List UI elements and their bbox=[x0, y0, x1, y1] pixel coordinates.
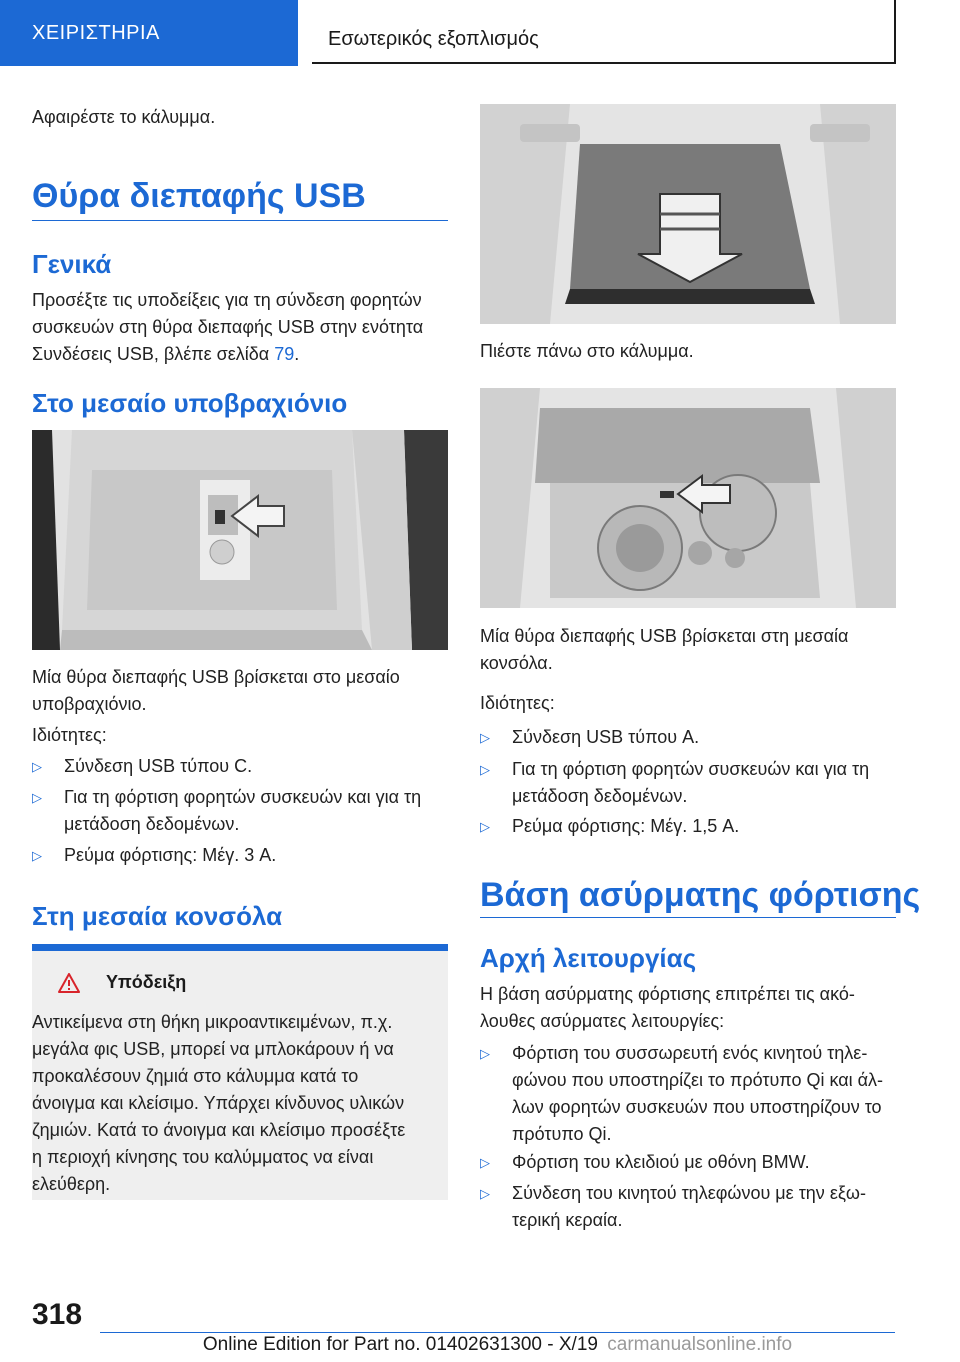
console-caption-line: Μία θύρα διεπαφής USB βρίσκεται στη μεσαία bbox=[480, 626, 849, 646]
list-item-text: μετάδοση δεδομένων. bbox=[512, 786, 688, 806]
armrest-heading: Στο μεσαίο υποβραχιόνιο bbox=[32, 388, 348, 418]
list-item-text: Για τη φόρτιση φορητών συσκευών και για τη bbox=[64, 787, 422, 807]
general-text-line: Προσέξτε τις υποδείξεις για τη σύνδεση φορητών bbox=[32, 290, 422, 310]
list-item-text: λων φορητών συσκευών που υποστηρίζουν το bbox=[512, 1097, 882, 1117]
title-rule bbox=[480, 917, 896, 918]
list-item-text: μετάδοση δεδομένων. bbox=[64, 814, 240, 834]
edition-text: Online Edition for Part no. 01402631300 - X/19 bbox=[202, 1334, 598, 1355]
armrest-caption-line: Μία θύρα διεπαφής USB βρίσκεται στο μεσαίο bbox=[32, 667, 400, 687]
page-reference-link[interactable]: 79 bbox=[274, 344, 295, 364]
console-cover-photo bbox=[480, 104, 896, 324]
note-body bbox=[32, 1009, 448, 1198]
principle-text-line: λουθες ασύρματες λειτουργίες: bbox=[480, 1011, 725, 1031]
page-number: 318 bbox=[32, 1298, 83, 1331]
list-item bbox=[480, 813, 928, 840]
watermark-text[interactable]: carmanualsonline.info bbox=[607, 1334, 793, 1355]
list-item bbox=[32, 784, 480, 838]
note-line: Αντικείμενα στη θήκη μικροαντικειμένων, π.χ. bbox=[32, 1012, 393, 1032]
usb-title: Θύρα διεπαφής USB bbox=[32, 177, 366, 215]
list-item bbox=[480, 1040, 928, 1148]
list-item bbox=[32, 842, 480, 869]
triangle-bullet-icon: ▷ bbox=[480, 730, 490, 745]
triangle-bullet-icon: ▷ bbox=[32, 759, 42, 774]
list-item-text: φώνου που υποστηρίζει το πρότυπο Qi και άλ- bbox=[512, 1070, 884, 1090]
note-line: η περιοχή κίνησης του καλύμματος να είναι bbox=[32, 1147, 374, 1167]
list-item bbox=[480, 1180, 928, 1234]
note-title: Υπόδειξη bbox=[106, 972, 187, 992]
note-line: ελεύθερη. bbox=[32, 1174, 111, 1194]
wireless-title: Βάση ασύρματης φόρτισης bbox=[480, 876, 921, 914]
props-label: Ιδιότητες: bbox=[32, 725, 107, 745]
triangle-bullet-icon: ▷ bbox=[480, 1046, 490, 1061]
footer-edition bbox=[100, 1334, 895, 1356]
general-text-line bbox=[32, 341, 299, 368]
triangle-bullet-icon: ▷ bbox=[480, 1186, 490, 1201]
list-item-text: τερική κεραία. bbox=[512, 1210, 623, 1230]
intro-text: Αφαιρέστε το κάλυμμα. bbox=[32, 107, 216, 127]
general-text-line: συσκευών στη θύρα διεπαφής USB στην ενότητα bbox=[32, 317, 424, 337]
triangle-bullet-icon: ▷ bbox=[32, 848, 42, 863]
list-item-text: Ρεύμα φόρτισης: Μέγ. 3 A. bbox=[64, 845, 277, 865]
triangle-bullet-icon: ▷ bbox=[32, 790, 42, 805]
general-heading: Γενικά bbox=[32, 249, 112, 279]
footer-rule bbox=[100, 1332, 895, 1333]
console-illustration bbox=[480, 388, 896, 608]
press-caption: Πιέστε πάνω στο κάλυμμα. bbox=[480, 341, 694, 361]
general-text-line-3: Συνδέσεις USB, βλέπε σελίδα bbox=[32, 344, 270, 364]
list-item-text: πρότυπο Qi. bbox=[512, 1124, 612, 1144]
console-usb-photo bbox=[480, 388, 896, 608]
list-item-text: Σύνδεση του κινητού τηλεφώνου με την εξω- bbox=[512, 1183, 866, 1203]
note-line: άνοιγμα και κλείσιμο. Υπάρχει κίνδυνος υλικών bbox=[32, 1093, 405, 1113]
list-item bbox=[32, 753, 480, 780]
console-caption-line: κονσόλα. bbox=[480, 653, 553, 673]
console-heading: Στη μεσαία κονσόλα bbox=[32, 901, 283, 931]
triangle-bullet-icon: ▷ bbox=[480, 1155, 490, 1170]
list-item bbox=[480, 756, 928, 810]
armrest-caption-line: υποβραχιόνιο. bbox=[32, 694, 147, 714]
title-rule bbox=[32, 220, 448, 221]
principle-text-line: Η βάση ασύρματης φόρτισης επιτρέπει τις ακό- bbox=[480, 984, 855, 1004]
section-tab: ΧΕΙΡΙΣΤΗΡΙΑ bbox=[0, 0, 298, 66]
list-item-text: Ρεύμα φόρτισης: Μέγ. 1,5 A. bbox=[512, 816, 740, 836]
warning-triangle-icon bbox=[58, 973, 80, 998]
armrest-illustration bbox=[32, 430, 448, 650]
note-line: προκαλέσουν ζημιά στο κάλυμμα κατά το bbox=[32, 1066, 359, 1086]
list-item-text: Σύνδεση USB τύπου A. bbox=[512, 727, 700, 747]
triangle-bullet-icon: ▷ bbox=[480, 762, 490, 777]
list-item-text: Φόρτιση του κλειδιού με οθόνη BMW. bbox=[512, 1152, 810, 1172]
chapter-title: Εσωτερικός εξοπλισμός bbox=[312, 0, 896, 64]
list-item-text: Για τη φόρτιση φορητών συσκευών και για τη bbox=[512, 759, 870, 779]
cover-illustration bbox=[480, 104, 896, 324]
warning-note bbox=[32, 944, 448, 1200]
list-item-text: Σύνδεση USB τύπου C. bbox=[64, 756, 253, 776]
note-line: ζημιών. Κατά το άνοιγμα και κλείσιμο προσέξτε bbox=[32, 1120, 406, 1140]
period: . bbox=[294, 344, 300, 364]
principle-heading: Αρχή λειτουργίας bbox=[480, 943, 697, 973]
armrest-usb-photo bbox=[32, 430, 448, 650]
props-label: Ιδιότητες: bbox=[480, 693, 555, 713]
note-line: μεγάλα φις USB, μπορεί να μπλοκάρουν ή να bbox=[32, 1039, 394, 1059]
triangle-bullet-icon: ▷ bbox=[480, 819, 490, 834]
list-item-text: Φόρτιση του συσσωρευτή ενός κινητού τηλε- bbox=[512, 1043, 868, 1063]
list-item bbox=[480, 724, 928, 751]
list-item bbox=[480, 1149, 928, 1176]
